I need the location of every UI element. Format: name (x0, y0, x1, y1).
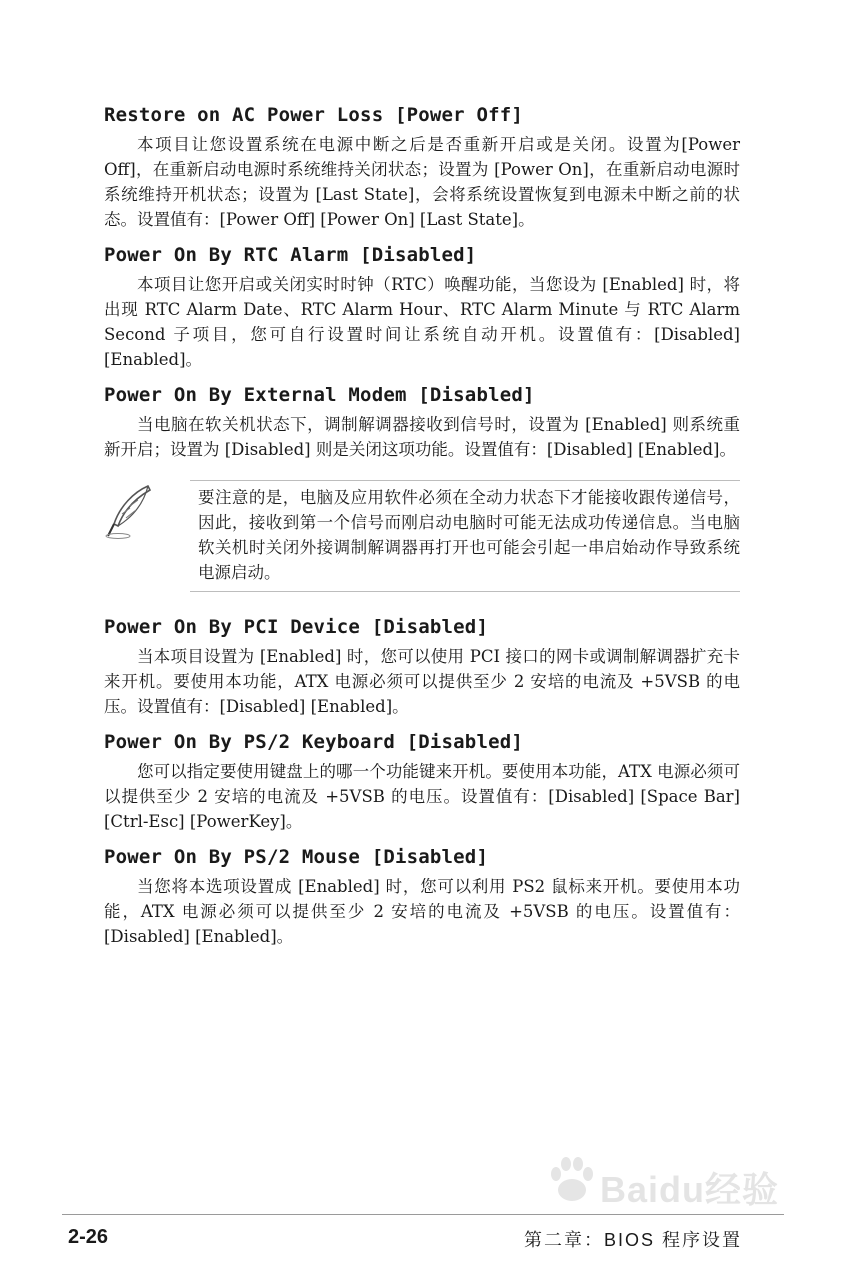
section-body: 当本项目设置为 [Enabled] 时，您可以使用 PCI 接口的网卡或调制解调器扩充卡来开机。要使用本功能，ATX 电源必须可以提供至少 2 安培的电流及 +5VSB 的电压。设置值有：[Disabled] [Enabled]。 (104, 647, 740, 716)
note-text: 要注意的是，电脑及应用软件必须在全动力状态下才能接收跟传递信号，因此，接收到第一个信号而刚启动电脑时可能无法成功传递信息。当电脑软关机时关闭外接调制解调器再打开也可能会引起一串启始动作导致系统电源启动。 (198, 488, 740, 582)
chapter-title: 第二章：BIOS 程序设置 (523, 1230, 742, 1250)
section-external-modem (104, 384, 740, 462)
footer-divider (62, 1214, 784, 1215)
page-content (104, 104, 740, 961)
watermark-text: Baidu经验 (600, 1169, 780, 1210)
section-heading: Power On By PCI Device [Disabled] (104, 616, 489, 638)
paw-icon (544, 1152, 600, 1208)
section-heading: Power On By PS/2 Keyboard [Disabled] (104, 731, 524, 753)
section-heading: Power On By RTC Alarm [Disabled] (104, 244, 477, 266)
section-heading: Restore on AC Power Loss [Power Off] (104, 104, 524, 126)
section-rtc-alarm (104, 244, 740, 372)
note-box (104, 480, 740, 590)
section-pci-device (104, 616, 740, 719)
feather-pen-icon (104, 484, 156, 540)
section-ps2-keyboard (104, 731, 740, 834)
section-heading: Power On By PS/2 Mouse [Disabled] (104, 846, 489, 868)
section-restore-ac (104, 104, 740, 232)
baidu-watermark (544, 1152, 794, 1216)
section-heading: Power On By External Modem [Disabled] (104, 384, 535, 406)
page-number: 2-26 (68, 1226, 109, 1248)
section-body: 当您将本选项设置成 [Enabled] 时，您可以利用 PS2 鼠标来开机。要使用本功能，ATX 电源必须可以提供至少 2 安培的电流及 +5VSB 的电压。设置值有：[Disabled] [Enabled]。 (104, 877, 740, 946)
section-body: 本项目让您开启或关闭实时时钟（RTC）唤醒功能，当您设为 [Enabled] 时，将出现 RTC Alarm Date、RTC Alarm Hour、RTC Alarm Minute 与 RTC Alarm Second 子项目，您可自行设置时间让系统自动开机。设置值有：[Disabled] [Enabled]。 (104, 275, 740, 369)
section-body: 本项目让您设置系统在电源中断之后是否重新开启或是关闭。设置为[Power Off]，在重新启动电源时系统维持关闭状态；设置为 [Power On]，在重新启动电源时系统维持开机状态；设置为 [Last State]，会将系统设置恢复到电源未中断之前的状态。设置值有：[Power Off] [Power On] [Last State]。 (104, 135, 740, 229)
section-body: 当电脑在软关机状态下，调制解调器接收到信号时，设置为 [Enabled] 则系统重新开启；设置为 [Disabled] 则是关闭这项功能。设置值有：[Disabled] [Enabled]。 (104, 415, 740, 459)
section-body: 您可以指定要使用键盘上的哪一个功能键来开机。要使用本功能，ATX 电源必须可以提供至少 2 安培的电流及 +5VSB 的电压。设置值有：[Disabled] [Space Bar] [Ctrl-Esc] [PowerKey]。 (104, 762, 740, 831)
section-ps2-mouse (104, 846, 740, 949)
